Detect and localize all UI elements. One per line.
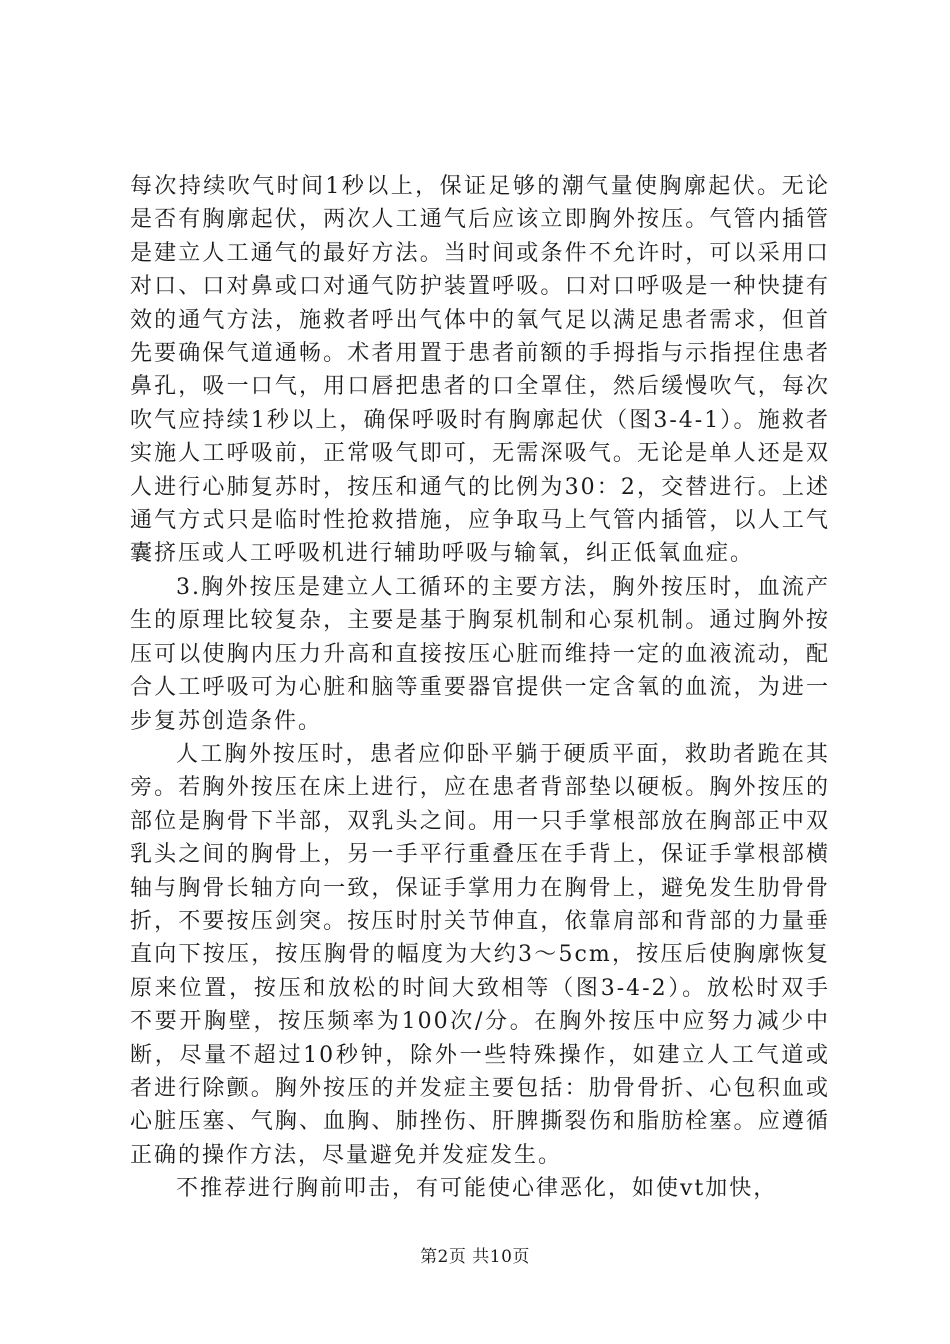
paragraph-chest-compression-procedure: 人工胸外按压时，患者应仰卧平躺于硬质平面，救助者跪在其旁。若胸外按压在床上进行，应在患者背部垫以硬板。胸外按压的部位是胸骨下半部，双乳头之间。用一只手掌根部放在胸部正中双乳头之间的胸骨上，另一手平行重叠压在手背上，保证手掌根部横轴与胸骨长轴方向一致，保证手掌用力在胸骨上，避免发生肋骨骨折，不要按压剑突。按压时肘关节伸直，依靠肩部和背部的力量垂直向下按压，按压胸骨的幅度为大约3～5cm，按压后使胸廓恢复原来位置，按压和放松的时间大致相等（图3-4-2）。放松时双手不要开胸壁，按压频率为100次/分。在胸外按压中应努力减少中断，尽量不超过10秒钟，除外一些特殊操作，如建立人工气道或者进行除颤。胸外按压的并发症主要包括：肋骨骨折、心包积血或心脏压塞、气胸、血胸、肺挫伤、肝脾撕裂伤和脂肪栓塞。应遵循正确的操作方法，尽量避免并发症发生。 bbox=[130, 741, 830, 1168]
paragraph-precordial-thump: 不推荐进行胸前叩击，有可能使心律恶化，如使vt加快， bbox=[176, 1176, 778, 1202]
document-body bbox=[130, 170, 830, 1206]
paragraph-ventilation: 每次持续吹气时间1秒以上，保证足够的潮气量使胸廓起伏。无论是否有胸廓起伏，两次人工通气后应该立即胸外按压。气管内插管是建立人工通气的最好方法。当时间或条件不允许时，可以采用口对口、口对鼻或口对通气防护装置呼吸。口对口呼吸是一种快捷有效的通气方法，施救者呼出气体中的氧气足以满足患者需求，但首先要确保气道通畅。术者用置于患者前额的手拇指与示指捏住患者鼻孔，吸一口气，用口唇把患者的口全罩住，然后缓慢吹气，每次吹气应持续1秒以上，确保呼吸时有胸廓起伏（图3-4-1）。施救者实施人工呼吸前，正常吸气即可，无需深吸气。无论是单人还是双人进行心肺复苏时，按压和通气的比例为30：2，交替进行。上述通气方式只是临时性抢救措施，应争取马上气管内插管，以人工气囊挤压或人工呼吸机进行辅助呼吸与输氧，纠正低氧血症。 bbox=[130, 174, 830, 567]
paragraph-chest-compression-principle: 3.胸外按压是建立人工循环的主要方法，胸外按压时，血流产生的原理比较复杂，主要是基于胸泵机制和心泵机制。通过胸外按压可以使胸内压力升高和直接按压心脏而维持一定的血液流动，配合人工呼吸可为心脏和脑等重要器官提供一定含氧的血流，为进一步复苏创造条件。 bbox=[130, 574, 830, 734]
page-number-footer: 第2页 共10页 bbox=[420, 1247, 530, 1267]
